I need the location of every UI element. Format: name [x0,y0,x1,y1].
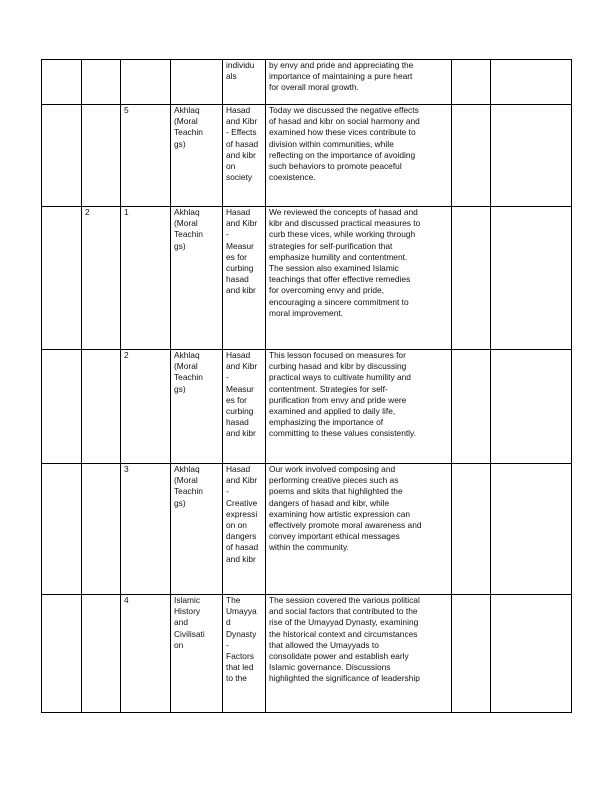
subject-cell: Akhlaq (Moral Teachin gs) [171,207,223,350]
empty-cell [491,207,572,350]
summary-cell: The session covered the various political and social factors that contributed to the rise of the Umayyad Dynasty, examining the historical context and circumstances that allowed the Umayyads to consolidate power and establish early Islamic governance. Discussions highlighted the significance of leadership [266,595,452,713]
empty-cell [452,464,491,595]
summary-cell: Today we discussed the negative effects of hasad and kibr on social harmony and examined how these vices contribute to division within communities, while reflecting on the importance of avoiding such behaviors to promote peaceful coexistence. [266,105,452,207]
week-cell [82,595,121,713]
lesson-number-cell: 2 [121,350,171,464]
table-row [42,60,572,105]
lesson-number-cell: 4 [121,595,171,713]
lesson-number-cell: 5 [121,105,171,207]
topic-cell: Hasad and Kibr - Measur es for curbing hasad and kibr [223,207,266,350]
empty-cell [491,595,572,713]
topic-cell: individu als [223,60,266,105]
lesson-number-cell [121,60,171,105]
summary-cell: This lesson focused on measures for curbing hasad and kibr by discussing practical ways to cultivate humility and contentment. Strategies for self- purification from envy and pride were examined and applied to daily life, emphasizing the importance of committing to these values consistently. [266,350,452,464]
empty-cell [491,350,572,464]
week-cell [82,350,121,464]
lesson-number-cell: 3 [121,464,171,595]
subject-cell: Islamic History and Civilisati on [171,595,223,713]
table-row [42,464,572,595]
topic-cell: Hasad and Kibr - Effects of hasad and kibr on society [223,105,266,207]
subject-cell: Akhlaq (Moral Teachin gs) [171,464,223,595]
table-row [42,595,572,713]
empty-cell [42,595,82,713]
empty-cell [452,207,491,350]
empty-cell [452,595,491,713]
subject-cell: Akhlaq (Moral Teachin gs) [171,105,223,207]
table-row [42,207,572,350]
empty-cell [42,350,82,464]
subject-cell [171,60,223,105]
week-cell: 2 [82,207,121,350]
topic-cell: The Umayya d Dynasty - Factors that led to the [223,595,266,713]
topic-cell: Hasad and Kibr - Creative expressi on on dangers of hasad and kibr [223,464,266,595]
summary-cell: by envy and pride and appreciating the importance of maintaining a pure heart for overall moral growth. [266,60,452,105]
empty-cell [42,105,82,207]
topic-cell: Hasad and Kibr - Measur es for curbing hasad and kibr [223,350,266,464]
lesson-log-table [41,59,572,713]
empty-cell [491,60,572,105]
empty-cell [42,207,82,350]
subject-cell: Akhlaq (Moral Teachin gs) [171,350,223,464]
empty-cell [452,105,491,207]
summary-cell: We reviewed the concepts of hasad and kibr and discussed practical measures to curb these vices, while working through strategies for self-purification that emphasize humility and contentment. The session also examined Islamic teachings that offer effective remedies for overcoming envy and pride, encouraging a sincere commitment to moral improvement. [266,207,452,350]
empty-cell [452,60,491,105]
empty-cell [491,464,572,595]
week-cell [82,105,121,207]
empty-cell [42,464,82,595]
empty-cell [452,350,491,464]
table-row [42,350,572,464]
summary-cell: Our work involved composing and performing creative pieces such as poems and skits that highlighted the dangers of hasad and kibr, while examining how artistic expression can effectively promote moral awareness and convey important ethical messages within the community. [266,464,452,595]
table-row [42,105,572,207]
week-cell [82,60,121,105]
lesson-number-cell: 1 [121,207,171,350]
empty-cell [491,105,572,207]
week-cell [82,464,121,595]
empty-cell [42,60,82,105]
